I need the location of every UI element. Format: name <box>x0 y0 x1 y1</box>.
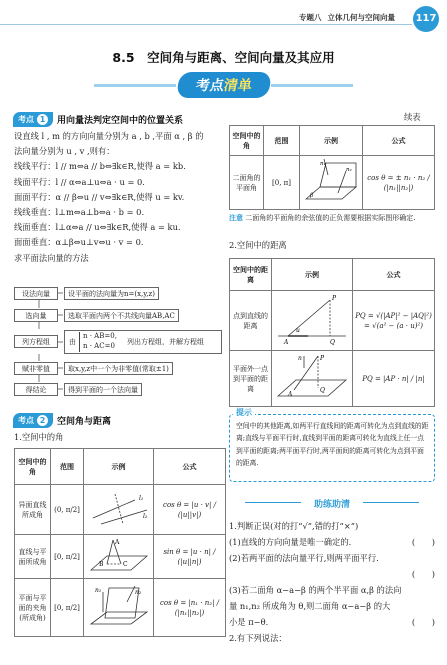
note-label: 注意 <box>229 214 243 222</box>
kp1-heading: 考点 1 用向量法判定空间中的位置关系 <box>13 111 183 127</box>
kp-tag: 考点 1 <box>13 112 53 127</box>
flow-step-5: 得结论 <box>14 383 58 396</box>
table-row: 点到直线的距离 P A Q u PQ = √(|AP|² − |AQ|²) = √(a² − (a · u)²) <box>230 291 435 351</box>
svg-text:B: B <box>98 561 103 568</box>
flow-step-3: 列方程组 <box>14 335 58 348</box>
distance-table: 空间中的距离 示例 公式 点到直线的距离 P A Q u PQ = √(|AP|² − |AQ|²) = √(a² − (a · u)²) 平面外一点到平面的距离 P A Q n PQ = |AP · n| / |n| <box>229 258 435 407</box>
item-3-line-3: 小是 π−θ. ( ) <box>229 617 435 627</box>
svg-text:β: β <box>310 193 314 199</box>
flow-step-1: 设法向量 <box>14 287 58 300</box>
note-text: 二面角的平面角的余弦值的正负需要根据实际图形确定. <box>245 214 416 222</box>
page-number: 117 <box>413 6 439 32</box>
svg-text:n₁: n₁ <box>320 161 326 167</box>
tip-text: 空间中的其他距离,如两平行直线间的距离可转化为点到直线的距离;直线与平面平行时,直线到平面的距离可转化为直线上任一点到平面的距离;两平面平行时,两平面间的距离可转化为点到平面的距离. <box>236 422 429 467</box>
svg-text:n₁: n₁ <box>94 587 101 594</box>
practice-questions <box>229 518 435 646</box>
tip-label: 提示 <box>233 407 255 418</box>
kp-tag: 考点 2 <box>13 413 53 428</box>
svg-text:C: C <box>122 561 128 568</box>
svg-text:n₂: n₂ <box>134 589 141 596</box>
note <box>229 212 435 224</box>
skew-lines-figure <box>87 488 151 528</box>
svg-text:A: A <box>288 391 293 398</box>
table-row: 平面外一点到平面的距离 P A Q n PQ = |AP · n| / |n| <box>230 351 435 407</box>
item-3-line-1: (3)若二面角 α−a−β 的两个半平面 α,β 的法向 <box>229 585 402 595</box>
flow-desc-4: 取x,y,z中一个为非零值(常取±1) <box>64 362 173 375</box>
point-plane-figure <box>274 352 350 402</box>
flow-desc-5: 得到平面的一个法向量 <box>64 383 142 396</box>
table-row: 直线与平面所成角 [0, π/2] A B C sin θ = |u · n| / (|u||n|) <box>15 535 226 579</box>
sub-heading-distance: 2.空间中的距离 <box>229 240 287 250</box>
svg-text:Q: Q <box>320 387 325 394</box>
point-line-figure <box>274 292 350 346</box>
svg-text:n: n <box>298 355 302 362</box>
continued-label: 续表 <box>404 112 421 122</box>
dihedral-table: 空间中的角 范围 示例 公式 二面角的平面角 [0, π] n₁ n₂ β cos θ = ± n₁ · n₂ / (|n₁||n₂|) <box>229 125 435 210</box>
flow-desc-2: 选取平面内两个不共线向量AB,AC <box>64 309 179 322</box>
practice-banner: 助练助清 <box>229 497 435 510</box>
plane-plane-figure <box>87 582 151 630</box>
dihedral-figure <box>302 157 360 205</box>
svg-text:P: P <box>332 295 337 302</box>
sub-heading-angles: 1.空间中的角 <box>14 432 64 442</box>
line-plane-figure <box>87 536 151 574</box>
item-2: (2)若两平面的法向量平行,则两平面平行. <box>229 553 379 563</box>
header-rule <box>0 24 412 25</box>
section-banner <box>0 72 447 98</box>
svg-text:P: P <box>320 355 325 362</box>
table-row: 异面直线所成角 (0, π/2] l₁ l₂ cos θ = |u · v| / (|u||v|) <box>15 485 226 535</box>
table-row: 平面与平面的夹角(所成角) [0, π/2] n₁ n₂ cos θ = |n₁ · n₂| / (|n₁||n₂|) <box>15 579 226 637</box>
page-title: 8.5 空间角与距离、空间向量及其应用 <box>112 50 335 65</box>
question-1: 1.判断正误(对的打“√”,错的打“×”) <box>229 521 359 531</box>
svg-text:A: A <box>114 539 119 546</box>
svg-text:u: u <box>296 327 300 334</box>
svg-text:n₂: n₂ <box>346 167 352 173</box>
flow-desc-1: 设平面的法向量为n=(x,y,z) <box>64 287 159 300</box>
flow-step-4: 赋非零值 <box>14 362 58 375</box>
angle-table: 空间中的角 范围 示例 公式 异面直线所成角 (0, π/2] l₁ l₂ cos θ = |u · v| / (|u||v|) 直线与平面所成角 [0, π/2] A B C sin θ = |u · n| / (|u||n|) 平面与平面的夹角(所成角) [0, π/2] n₁ n₂ cos θ = |n₁ · n₂| / (|n₁||n₂|) <box>14 448 226 637</box>
item-3-line-2: 量 n₁,n₂ 所成角为 θ,则二面角 α−a−β 的大 <box>229 601 391 611</box>
question-2: 2.有下列说法： <box>229 633 287 643</box>
chapter-label: 专题八 立体几何与空间向量 <box>299 13 395 22</box>
kp1-body: 设直线 l , m 的方向向量分别为 a , b ,平面 α , β 的 法向量分别为 u , v ,则有： 线线平行：l // m⇔a // b⇔∃k∈R,使得 a = kb. 线面平行：l // α⇔a⊥u⇔a · u = 0. 面面平行：α // β⇔u // v⇔∃k∈R,使得 u = kv. 线线垂直：l⊥m⇔a⊥b⇔a · b = 0. 线面垂直：l⊥α⇔a // u⇔∃k∈R,使得 a = ku. 面面垂直：α⊥β⇔u⊥v⇔u · v = 0. 求平面法向量的方法 <box>14 131 204 263</box>
banner-pill: 考点清单 <box>176 72 272 98</box>
flow-desc-3: 由 n · AB=0, n · AC=0 列出方程组，并解方程组 <box>64 330 222 354</box>
item-2-answer: ( ) <box>411 569 435 579</box>
flow-step-2: 选向量 <box>14 309 58 322</box>
table-row: 二面角的平面角 [0, π] n₁ n₂ β cos θ = ± n₁ · n₂ / (|n₁||n₂|) <box>230 156 435 210</box>
item-1: (1)直线的方向向量是唯一确定的. ( ) <box>229 537 435 547</box>
kp2-heading: 考点 2 空间角与距离 <box>13 412 111 428</box>
svg-text:A: A <box>284 339 289 346</box>
svg-text:Q: Q <box>330 339 335 346</box>
svg-text:l₂: l₂ <box>142 513 147 520</box>
svg-text:l₁: l₁ <box>138 495 143 502</box>
